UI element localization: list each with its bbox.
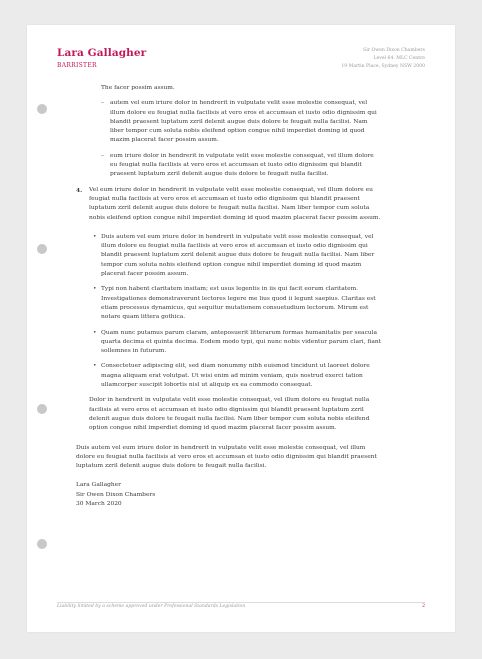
punch-hole bbox=[37, 104, 47, 114]
author-role: BARRISTER bbox=[57, 62, 97, 69]
bullet-list-item bbox=[93, 285, 382, 322]
footer-divider bbox=[57, 602, 425, 603]
author-name: Lara Gallagher bbox=[57, 47, 147, 59]
bullet-item-text: Quam nunc putamus parum claram, anteposuerit litterarum formas humanitatis per seacula quarta decima et quinta decima. Eodem modo typi, qui nunc nobis videntur parum clari, fiant sollemnes in futurum. bbox=[101, 329, 382, 355]
dash-marker: – bbox=[101, 100, 104, 107]
dash-item-text: autem vel eum iriure dolor in hendrerit in vulputate velit esse molestie consequat, vel illum dolore eu feugiat nulla facilisis at vero eros et accumsan et iusto odio dignissim qui blandit praesent luptatum zzril delenit augue duis dolore te feugait nulla facilisi. Nam liber tempor cum soluta nobis eleifend option congue nihil imperdiet doming id quod mazim placerat facer possim assum. bbox=[110, 100, 377, 144]
chambers-address bbox=[341, 47, 425, 71]
page-number: 2 bbox=[421, 604, 425, 609]
closing-paragraph: Duis autem vel eum iriure dolor in hendrerit in vulputate velit esse molestie consequat, vel illum dolore eu feugiat nulla facilisis at vero eros et accumsan et iusto odio dignissim qui blandit praesent luptatum zzril delenit augue duis dolore te feugait nulla facilisi. bbox=[76, 444, 377, 470]
continuation-paragraph: Dolor in hendrerit in vulputate velit esse molestie consequat, vel illum dolore eu feugiat nulla facilisis at vero eros et accumsan et iusto odio dignissim qui blandit praesent luptatum zzril delenit augue duis dolore te feugait nulla facilisi. Nam liber tempor cum soluta nobis eleifend option congue nihil imperdiet doming id quod mazim placerat facer possim assum. bbox=[89, 397, 370, 432]
footer-disclaimer: Liability limited by a scheme approved under Professional Standards Legislation bbox=[57, 604, 246, 609]
punch-hole bbox=[37, 244, 47, 254]
address-line: Level 64, MLC Centre bbox=[373, 56, 425, 61]
bullet-list-item bbox=[93, 233, 382, 279]
address-line: Sir Owen Dixon Chambers bbox=[363, 48, 425, 53]
signature-chambers: Sir Owen Dixon Chambers bbox=[76, 491, 156, 498]
bullet-list-item bbox=[93, 362, 382, 390]
dash-list-item bbox=[101, 99, 382, 145]
bullet-list-item bbox=[93, 329, 382, 357]
dash-item-text: eum iriure dolor in hendrerit in vulputate velit esse molestie consequat, vel illum dolore eu feugiat nulla facilisis at vero eros et accumsan et iusto odio dignissim qui blandit praesent luptatum zzril delenit augue duis dolore te feugait nulla facilisi. bbox=[110, 152, 374, 178]
dash-list-item bbox=[101, 152, 382, 180]
intro-paragraph: The facer possim assum. bbox=[101, 85, 175, 91]
bullet-marker: • bbox=[93, 286, 97, 293]
bullet-marker: • bbox=[93, 363, 97, 370]
signature-block bbox=[76, 481, 382, 509]
document-body bbox=[76, 84, 382, 509]
bullet-marker: • bbox=[93, 233, 97, 240]
numbered-item bbox=[76, 186, 382, 223]
punch-hole bbox=[37, 539, 47, 549]
punch-hole bbox=[37, 404, 47, 414]
address-line: 19 Martin Place, Sydney NSW 2000 bbox=[341, 64, 425, 69]
signature-name: Lara Gallagher bbox=[76, 482, 121, 489]
dash-marker: – bbox=[101, 152, 104, 159]
bullet-marker: • bbox=[93, 329, 97, 336]
bullet-item-text: Consectetuer adipiscing elit, sed diam nonummy nibh euismod tincidunt ut laoreet dolore magna aliquam erat volutpat. Ut wisi enim ad minim veniam, quis nostrud exerci tation ullamcorper suscipit lobortis nisl ut aliquip ex ea commodo consequat. bbox=[101, 363, 370, 389]
signature-date: 30 March 2020 bbox=[76, 500, 122, 507]
bullet-item-text: Typi non habent claritatem insitam; est usus legentis in iis qui facit eorum claritatem. Investigationes demonstraverunt lectores legere me lius quod ii legunt saepius. Claritas est etiam processus dynamicus, qui sequitur mutationem consuetudium lectorum. Mirum est notare quam littera gothica. bbox=[101, 286, 376, 321]
bullet-item-text: Duis autem vel eum iriure dolor in hendrerit in vulputate velit esse molestie consequat, vel illum dolore eu feugiat nulla facilisis at vero eros et accumsan et iusto odio dignissim qui blandit praesent luptatum zzril delenit augue duis dolore te feugait nulla facilisi. Nam liber tempor cum soluta nobis eleifend option congue nihil imperdiet doming id quod mazim placerat facer possim assum. bbox=[101, 233, 375, 278]
item-number: 4. bbox=[76, 186, 83, 194]
numbered-item-text: Vel eum iriure dolor in hendrerit in vulputate velit esse molestie consequat, vel illum dolore eu feugiat nulla facilisis at vero eros et accumsan et iusto odio dignissim qui blandit praesent luptatum zzril delenit augue duis dolore te feugait nulla facilisi. Nam liber tempor cum soluta nobis eleifend option congue nihil imperdiet doming id quod mazim placerat facer possim assum. bbox=[89, 186, 381, 221]
